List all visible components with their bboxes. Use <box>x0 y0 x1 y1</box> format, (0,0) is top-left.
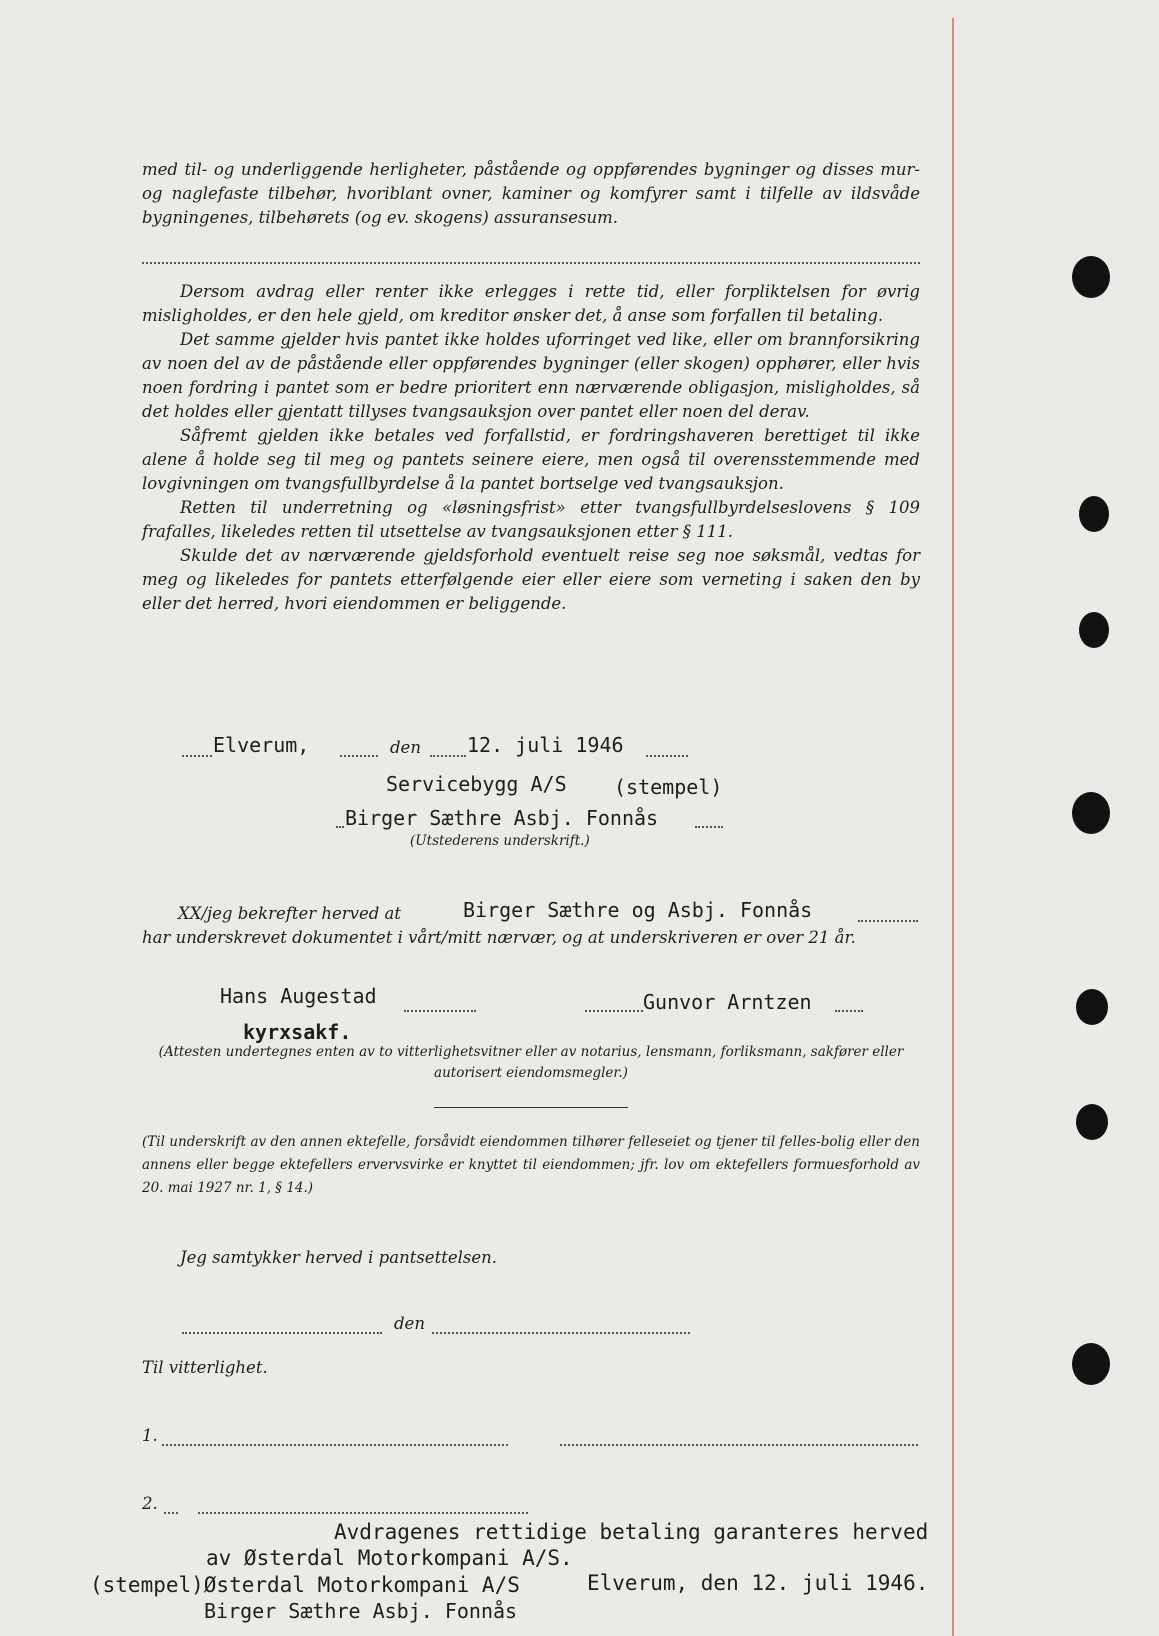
binder-hole-5 <box>1076 989 1108 1025</box>
line-1-dots-b <box>560 1444 918 1446</box>
binder-hole-1 <box>1072 256 1110 298</box>
clauses <box>142 280 920 616</box>
guarantee-date: Elverum, den 12. juli 1946. <box>587 1571 929 1595</box>
place-dots-left <box>182 755 212 757</box>
issuer-dots-left <box>336 826 344 828</box>
clause-insurance: Det samme gjelder hvis pantet ikke holdes uforringet ved like, eller om brannforsikring av noen del av de påstående eller oppførendes bygninger (eller skogen) opphører, eller hvis noen fordring i pantet som er bedre prioritert enn nærværende obligasjon, misligholdes, så det holdes eller gjentatt tillyses tvangsauksjon over pantet eller noen del derav. <box>142 330 920 421</box>
date-dots-left <box>430 755 466 757</box>
confirm-names: Birger Sæthre og Asbj. Fonnås <box>463 898 813 922</box>
consent-dots-left <box>182 1332 382 1334</box>
line-2-dots-b <box>198 1512 528 1514</box>
binder-hole-4 <box>1072 792 1110 834</box>
witness-1-dots <box>404 1010 476 1012</box>
intro-paragraph: med til- og underliggende herligheter, påstående og oppførendes bygninger og disses mur- og naglefaste tilbehør, hvoriblant ovner, kaminer og komfyrer samt i tilfelle av ildsvåde bygningenes, tilbehørets (og ev. skogens) assuransesum. <box>142 160 920 227</box>
line-1-dots-a <box>162 1444 508 1446</box>
issuer-dots-right <box>695 826 723 828</box>
place-typed: Elverum, <box>213 733 310 757</box>
witness-2-dots-right <box>835 1010 863 1012</box>
consent-dots-right <box>432 1332 690 1334</box>
witness-1-title: kyrxsakf. <box>243 1020 352 1044</box>
witness-2-name: Gunvor Arntzen <box>643 990 812 1014</box>
consent-text: Jeg samtykker herved i pantsettelsen. <box>180 1248 497 1267</box>
guarantee-line-1: Avdragenes rettidige betaling garanteres herved <box>334 1520 929 1544</box>
confirm-dots <box>858 920 918 922</box>
issuer-caption: (Utstederens underskrift.) <box>410 833 590 849</box>
margin-line <box>952 18 954 1636</box>
issuer-company: Servicebygg A/S <box>386 772 567 796</box>
attest-note-text: (Attesten undertegnes enten av to vitterlighetsvitner eller av notarius, lensmann, forliksmann, sakfører eller autorisert eiendomsmegler.) <box>158 1044 904 1081</box>
witness-1-name: Hans Augestad <box>220 984 377 1008</box>
consent-den: den <box>394 1314 425 1333</box>
clause-default: Dersom avdrag eller renter ikke erlegges i rette tid, eller forpliktelsen for øvrig misligholdes, er den hele gjeld, om kreditor ønsker det, å anse som forfallen til betaling. <box>142 282 920 325</box>
attest-note <box>142 1042 920 1084</box>
binder-hole-6 <box>1076 1104 1108 1140</box>
line-1-number: 1. <box>142 1426 158 1445</box>
line-2-number: 2. <box>142 1494 158 1513</box>
line-2-dots-a <box>164 1512 178 1514</box>
separator-dots <box>142 262 920 264</box>
clause-notice: Retten til underretning og «løsningsfrist» etter tvangsfullbyrdelseslovens § 109 frafalles, likeledes retten til utsettelse av tvangsauksjonen etter § 111. <box>142 498 920 541</box>
den-label: den <box>390 738 421 757</box>
binder-hole-2 <box>1079 496 1109 532</box>
divider-rule <box>434 1107 628 1108</box>
binder-hole-3 <box>1079 612 1109 648</box>
witness-2-dots <box>585 1010 643 1012</box>
date-dots-right <box>646 755 688 757</box>
witness-heading: Til vitterlighet. <box>142 1358 268 1377</box>
guarantee-signers: Birger Sæthre Asbj. Fonnås <box>204 1599 518 1623</box>
binder-hole-7 <box>1072 1343 1110 1385</box>
issuer-signers: Birger Sæthre Asbj. Fonnås <box>345 806 659 830</box>
guarantee-line-3: (stempel)Østerdal Motorkompani A/S <box>90 1573 520 1597</box>
spouse-note: (Til underskrift av den annen ektefelle, forsåvidt eiendommen tilhører felleseiet og tjener til felles-bolig eller den annens eller begge ektefellers ervervsvirke er knyttet til eiendommen; jfr. lov om ektefellers formuesforhold av 20. mai 1927 nr. 1, § 14.) <box>142 1134 920 1196</box>
clause-venue: Skulde det av nærværende gjeldsforhold eventuelt reise seg noe søksmål, vedtas for meg og likeledes for pantets etterfølgende eier eller eiere som verneting i saken den by eller det herred, hvori eiendommen er beliggende. <box>142 546 920 613</box>
place-dots-right <box>340 755 378 757</box>
date-typed: 12. juli 1946 <box>467 733 624 757</box>
confirm-text: har underskrevet dokumentet i vårt/mitt nærvær, og at underskriveren er over 21 år. <box>142 928 856 947</box>
guarantee-line-2: av Østerdal Motorkompani A/S. <box>206 1546 573 1570</box>
stamp-note: (stempel) <box>614 775 723 799</box>
confirm-prefix: XX/jeg bekrefter herved at <box>178 904 401 923</box>
clause-enforcement: Såfremt gjelden ikke betales ved forfallstid, er fordringshaveren berettiget til ikke alene å holde seg til meg og pantets seinere eiere, men også til overensstemmende med lovgivningen om tvangsfullbyrdelse å la pantet bortselge ved tvangsauksjon. <box>142 426 920 493</box>
